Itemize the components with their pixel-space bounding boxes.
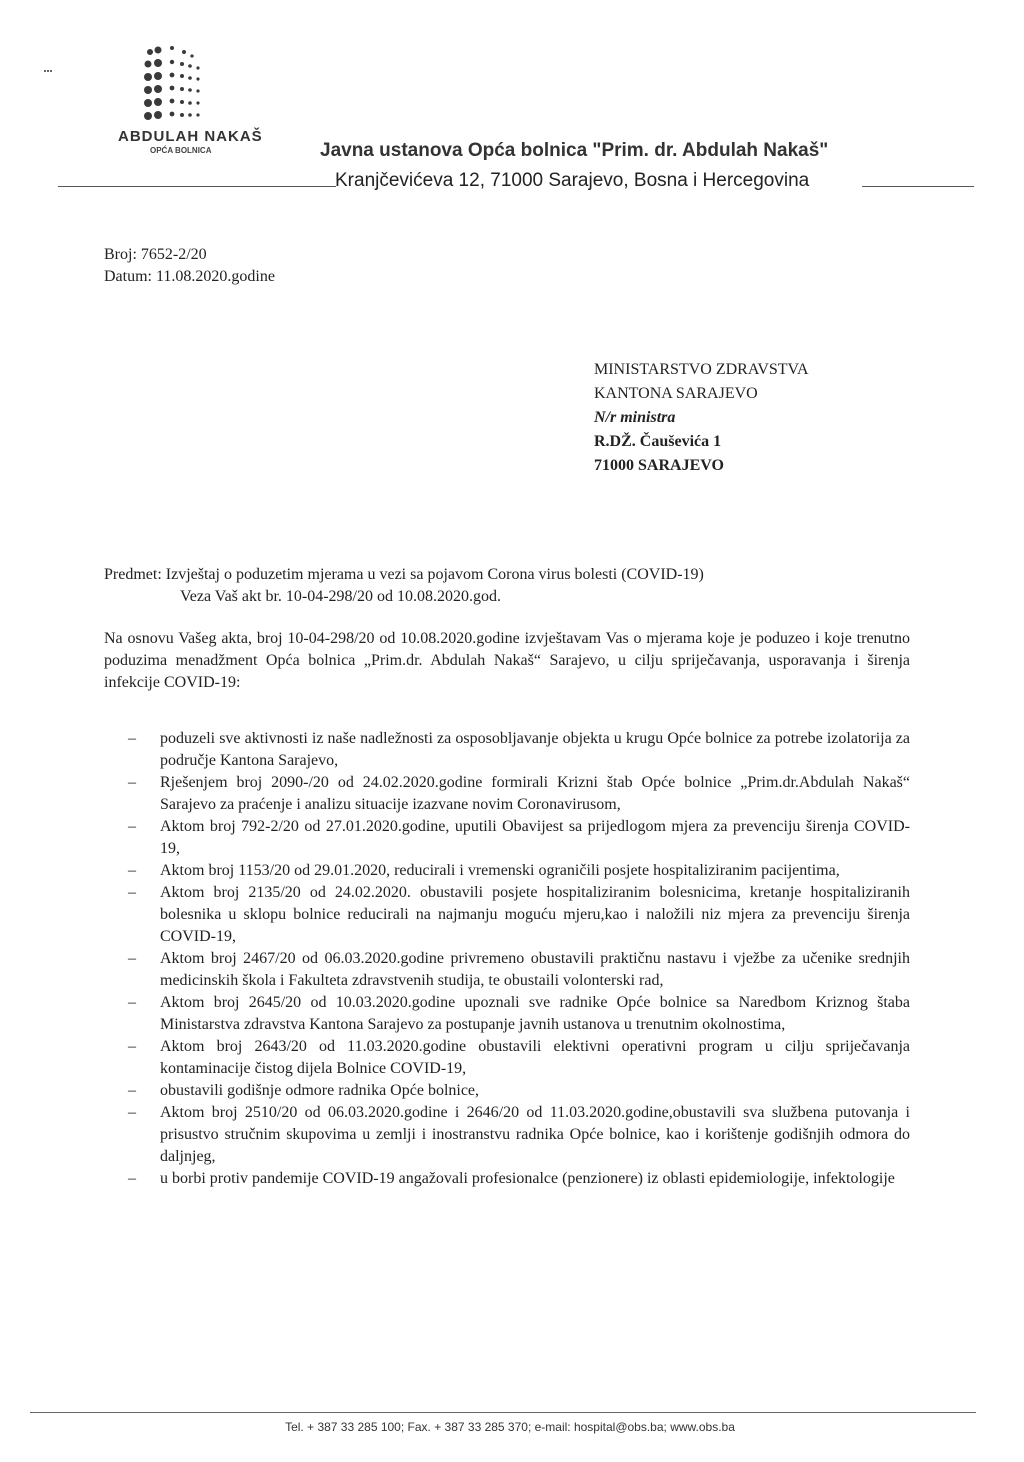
list-item: – Aktom broj 1153/20 od 29.01.2020, reducirali i vremenski ograničili posjete hospitaliziranim pacijentima, [128, 862, 840, 879]
recipient-line-2: KANTONA SARAJEVO [594, 385, 758, 402]
recipient-block [594, 358, 809, 478]
intro-paragraph: Na osnovu Vašeg akta, broj 10-04-298/20 od 10.08.2020.godine izvještavam Vas o mjerama koje je poduzeo i koje trenutno poduzima menadžment Opća bolnica „Prim.dr. Abdulah Nakaš“ Sarajevo, u cilju spriječavanja, usporavanja i širenja infekcije COVID-19: [104, 630, 910, 691]
list-item: – u borbi protiv pandemije COVID-19 angažovali profesionalce (penzionere) iz oblasti epidemiologije, infektologije [128, 1170, 895, 1187]
list-item: – Aktom broj 2510/20 od 06.03.2020.godine i 2646/20 od 11.03.2020.godine,obustavili sva službena putovanja i prisustvo stručnim skupovima u zemlji i inostranstvu radnika Opće bolnice, kao i korištenje godišnjih odmora do daljnjeg, [128, 1104, 910, 1165]
header-rule-left [58, 186, 336, 187]
footer-rule [30, 1412, 976, 1413]
logo-dots-icon [128, 42, 238, 124]
document-number: Broj: 7652-2/20 [104, 246, 207, 263]
list-item: – Aktom broj 2643/20 od 11.03.2020.godine obustavili elektivni operativni program u cilju spriječavanja kontaminacije čistog dijela Bolnice COVID-19, [128, 1038, 910, 1077]
footer-contact: Tel. + 387 33 285 100; Fax. + 387 33 285 370; e-mail: hospital@obs.ba; www.obs.ba [285, 1420, 735, 1434]
institution-name: Javna ustanova Opća bolnica "Prim. dr. Abdulah Nakaš" [320, 140, 829, 161]
document-date: Datum: 11.08.2020.godine [104, 268, 275, 285]
institution-address: Kranjčevićeva 12, 71000 Sarajevo, Bosna i Hercegovina [335, 170, 810, 191]
subject-block [104, 564, 704, 608]
recipient-line-5: 71000 SARAJEVO [594, 457, 724, 474]
list-item: – poduzeli sve aktivnosti iz naše nadležnosti za osposobljavanje objekta u krugu Opće bolnice za potrebe izolatorija za područje Kantona Sarajevo, [128, 730, 910, 769]
subject-line: Predmet: Izvještaj o poduzetim mjerama u vezi sa pojavom Corona virus bolesti (COVID-19) [104, 566, 704, 583]
logo-subtitle: OPĆA BOLNICA [150, 146, 212, 155]
hospital-logo [118, 42, 268, 155]
list-item: – obustavili godišnje odmore radnika Opće bolnice, [128, 1082, 480, 1099]
list-item: – Rješenjem broj 2090-/20 od 24.02.2020.godine formirali Krizni štab Opće bolnice „Prim.dr.Abdulah Nakaš“ Sarajevo za praćenje i analizu situacije izazvane novim Coronavirusom, [128, 774, 910, 813]
list-item: – Aktom broj 2135/20 od 24.02.2020. obustavili posjete hospitaliziranim bolesnicima, kretanje hospitaliziranih bolesnika u sklopu bolnice reducirali na najmanju moguću mjeru,kao i naložili niz mjera za prevenciju širenja COVID-19, [128, 884, 910, 945]
logo-name: ABDULAH NAKAŠ [118, 128, 263, 145]
list-item: – Aktom broj 2467/20 od 06.03.2020.godine privremeno obustavili praktičnu nastavu i vježbe za učenike srednjih medicinskih škola i Fakulteta zdravstvenih studija, te obustaili volonterski rad, [128, 950, 910, 989]
recipient-line-4: R.DŽ. Čauševića 1 [594, 433, 722, 450]
header-rule-right [862, 186, 974, 187]
recipient-line-1: MINISTARSTVO ZDRAVSTVA [594, 361, 809, 378]
list-item: – Aktom broj 792-2/20 od 27.01.2020.godine, uputili Obavijest sa prijedlogom mjera za prevenciju širenja COVID-19, [128, 818, 910, 857]
list-item: – Aktom broj 2645/20 od 10.03.2020.godine upoznali sve radnike Opće bolnice sa Naredbom Kriznog štaba Ministarstva zdravstva Kantona Sarajevo za postupanje javnih ustanova u trenutnim okolnostima, [128, 994, 910, 1033]
document-meta [104, 244, 275, 288]
subject-reference: Veza Vaš akt br. 10-04-298/20 od 10.08.2020.god. [180, 588, 501, 605]
scan-mark [44, 70, 52, 72]
recipient-line-3: N/r ministra [594, 409, 676, 426]
measures-list [104, 728, 910, 1190]
